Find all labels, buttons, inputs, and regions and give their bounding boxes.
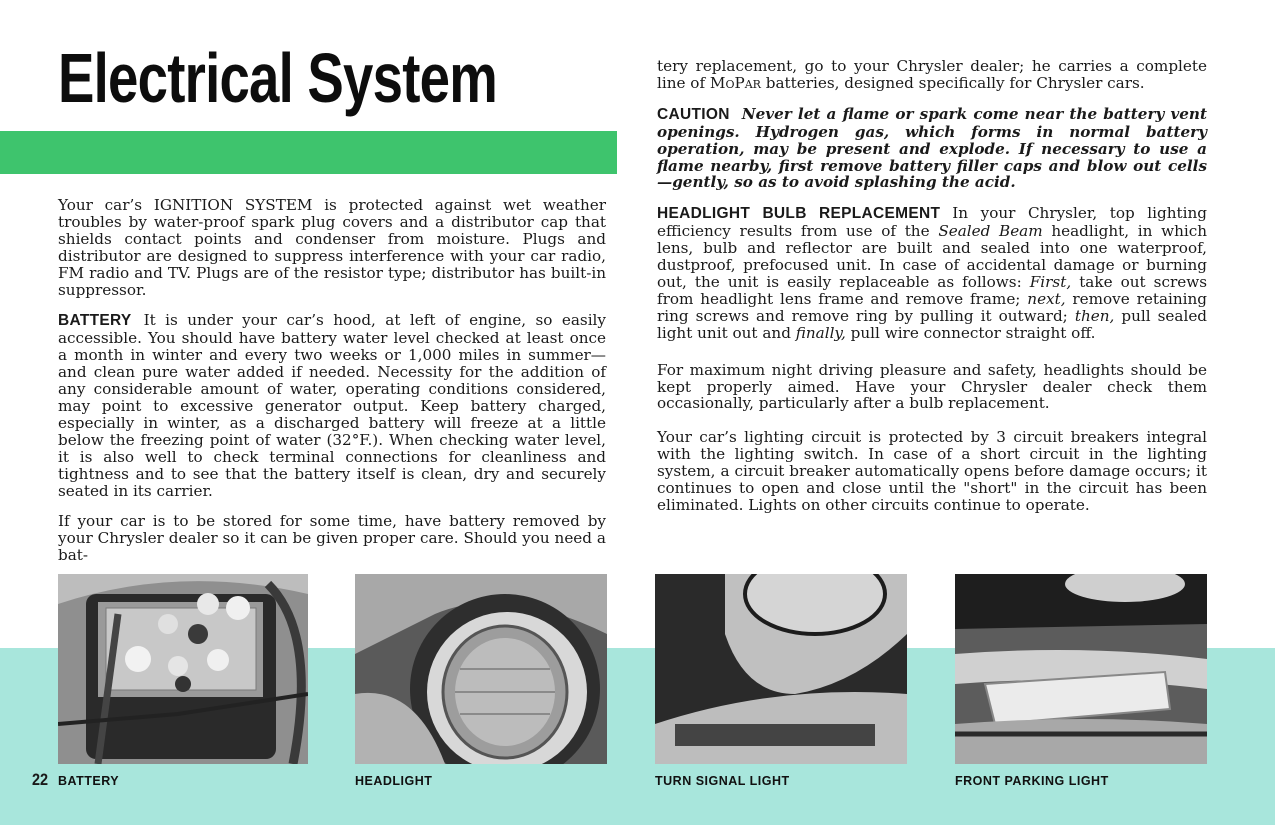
circuit-paragraph: Your car’s lighting circuit is protected by 3 circuit breakers integral with the lighting switch. In case of a short circuit in the lighting system, a circuit breaker automatically opens before damage occurs; it continues to open and close until the "short" in the circuit has been eliminated. Lights on other circuits continue to operate. [657, 428, 1207, 514]
continuation-text-b: batteries, designed specifically for Chrysler cars. [765, 73, 1145, 92]
caution-paragraph [657, 106, 1207, 192]
battery-photo [58, 574, 308, 764]
continuation-text-a: tery replacement, go to your Chrysler dealer; he carries a complete line of [657, 57, 1207, 92]
headlight-text-b: headlight, in which lens, bulb and reflector are built and sealed into one waterproof, dustproof, prefocused unit. In case of accidental damage or burning out, the unit is easily replaceable as follows: [657, 222, 1208, 291]
parking-light-photo [955, 574, 1207, 764]
caption-turn-signal: TURN SIGNAL LIGHT [655, 774, 790, 788]
battery-paragraph [58, 312, 606, 499]
sealed-beam-term: Sealed Beam [938, 222, 1043, 241]
headlight-text-e: pull sealed light unit out and [657, 306, 1208, 342]
headlight-heading: HEADLIGHT BULB REPLACEMENT [657, 205, 941, 223]
battery-heading: BATTERY [58, 312, 132, 330]
turn-signal-photo [655, 574, 907, 764]
mopar-brand: MoPar [709, 73, 761, 92]
page-title: Electrical System [58, 39, 497, 117]
aim-paragraph: For maximum night driving pleasure and safety, headlights should be kept properly aimed. Have your Chrysler dealer check them occasionally, particularly after a bulb replacement. [657, 360, 1207, 413]
caption-battery: BATTERY [58, 774, 120, 788]
headlight-text-f: pull wire connector straight off. [850, 323, 1096, 342]
battery-continuation [657, 58, 1207, 92]
caution-heading: CAUTION [657, 105, 730, 123]
step-finally: finally, [795, 323, 846, 342]
battery-text: It is under your car’s hood, at left of engine, so easily accessible. You should have battery water level checked at least once a month in winter and every two weeks or 1,000 miles in summer—and clean pure water added if needed. Necessity for the addition of any considerable amount of water, operating conditions considered, may point to excessive generator output. Keep battery charged, especially in winter, as a discharged battery will freeze at a little below the freezing point of water (32°F.). When checking water level, it is also well to check terminal connections for cleanliness and tightness and to see that the battery itself is clean, dry and securely seated in its carrier. [58, 311, 606, 500]
ignition-paragraph: Your car’s IGNITION SYSTEM is protected against wet weather troubles by water-proof spark plug covers and a distributor cap that shields contact points and condenser from moisture. Plugs and distributor are designed to suppress interference with your car radio, FM radio and TV. Plugs are of the resistor type; distributor has built-in suppressor. [58, 196, 606, 299]
headlight-text-d: remove retaining ring screws and remove ring by pulling it outward; [657, 289, 1207, 325]
headlight-paragraph [657, 205, 1207, 341]
storage-paragraph: If your car is to be stored for some time, have battery removed by your Chrysler dealer so it can be given proper care. Should you need a bat- [58, 512, 606, 565]
headlight-text-a: In your Chrysler, top lighting efficiency results from use of the [657, 204, 1207, 241]
step-then: then, [1074, 306, 1115, 325]
caption-parking-light: FRONT PARKING LIGHT [955, 774, 1109, 788]
right-column [657, 58, 1207, 528]
headlight-photo [355, 574, 607, 764]
caution-text: Never let a flame or spark come near the battery vent openings. Hydrogen gas, which forms in normal battery operation, may be present and explode. If necessary to use a flame nearby, first remove battery filler caps and blow out cells—gently, so as to avoid splashing the acid. [657, 104, 1207, 192]
page-number: 22 [32, 770, 49, 789]
step-next: next, [1027, 289, 1066, 308]
headlight-text-c: take out screws from headlight lens frame and remove frame; [657, 272, 1208, 308]
title-accent-bar [0, 131, 617, 174]
caption-headlight: HEADLIGHT [355, 774, 433, 788]
step-first: First, [1029, 272, 1072, 291]
left-column [58, 197, 606, 578]
